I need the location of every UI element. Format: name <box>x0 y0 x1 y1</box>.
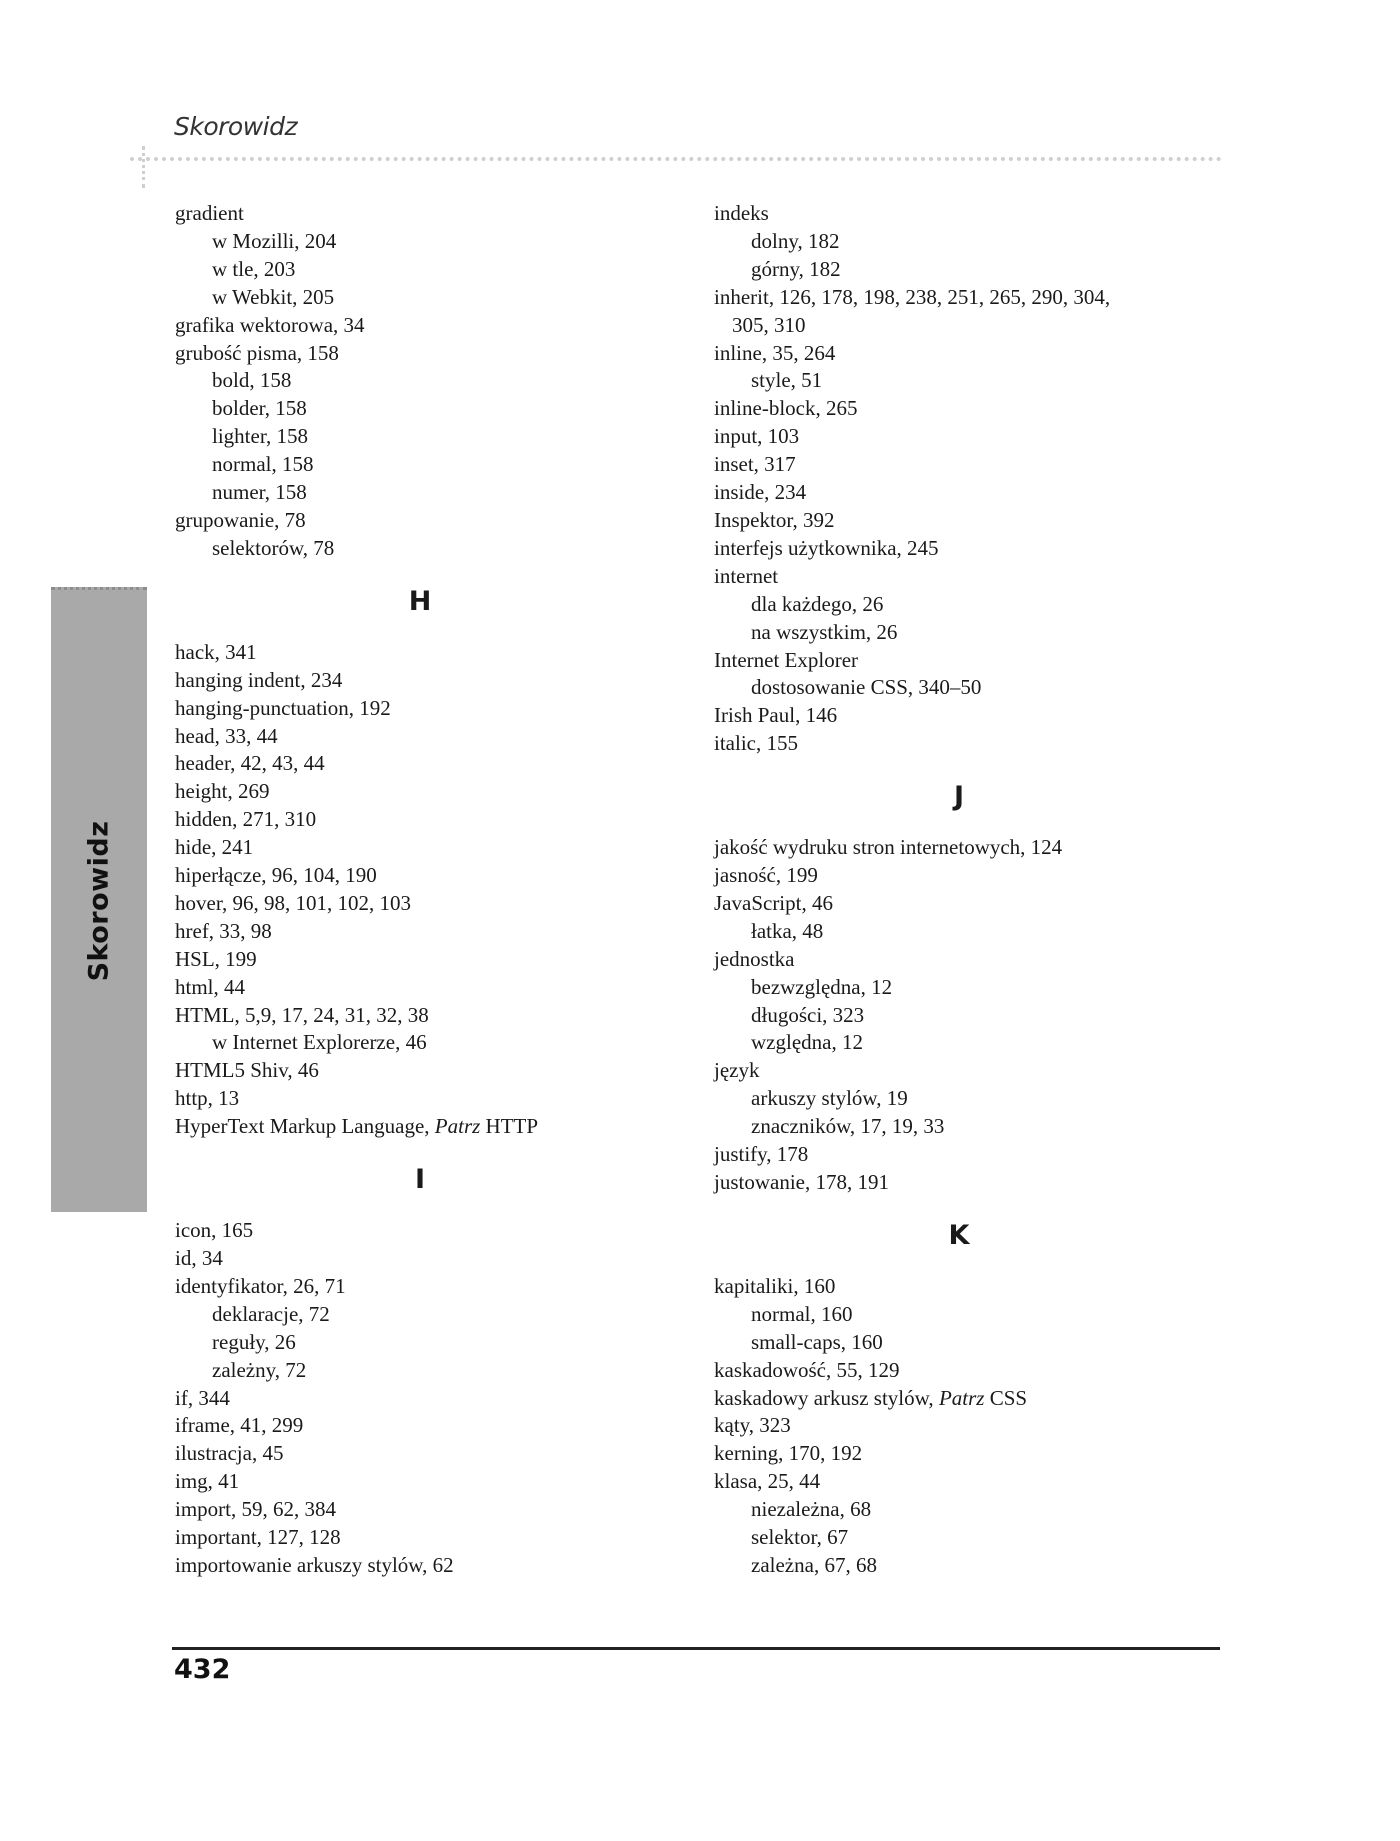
index-entry-text: head, 33, 44 <box>175 723 278 748</box>
index-entry <box>175 834 695 862</box>
index-entry <box>714 312 1234 340</box>
index-subentry <box>175 256 695 284</box>
index-entry <box>714 479 1234 507</box>
index-subentry <box>175 367 695 395</box>
index-entry-text: długości, 323 <box>751 1002 865 1027</box>
index-subentry <box>175 451 695 479</box>
index-entry <box>714 1440 1234 1468</box>
index-entry <box>175 1273 695 1301</box>
index-entry-text: import, 59, 62, 384 <box>175 1497 336 1522</box>
index-entry-text: kąty, 323 <box>714 1413 791 1438</box>
index-entry <box>175 946 695 974</box>
index-entry <box>175 750 695 778</box>
index-entry <box>714 1357 1234 1385</box>
index-entry-text: HSL, 199 <box>175 946 257 971</box>
cross-reference-target: HTTP <box>480 1114 539 1139</box>
index-entry <box>714 946 1234 974</box>
index-subentry <box>175 535 695 563</box>
index-entry <box>175 806 695 834</box>
index-subentry <box>714 1085 1234 1113</box>
index-entry-text: inline, 35, 264 <box>714 340 836 365</box>
index-entry-text: bolder, 158 <box>212 396 307 421</box>
index-entry-text: small-caps, 160 <box>751 1329 883 1354</box>
index-entry-text: indeks <box>714 201 769 225</box>
index-entry <box>175 1496 695 1524</box>
index-entry-text: justify, 178 <box>714 1142 809 1167</box>
index-subentry <box>714 1552 1234 1580</box>
index-entry-text: header, 42, 43, 44 <box>175 751 325 776</box>
index-subentry <box>175 395 695 423</box>
index-subentry <box>714 591 1234 619</box>
index-entry <box>175 862 695 890</box>
index-entry <box>175 1468 695 1496</box>
index-section-letter: K <box>948 1219 970 1251</box>
index-entry <box>175 340 695 368</box>
index-entry-text: język <box>714 1058 760 1083</box>
index-entry-text: hide, 241 <box>175 835 254 860</box>
index-entry-text: kerning, 170, 192 <box>714 1441 863 1466</box>
index-entry <box>175 723 695 751</box>
index-entry-text: w Mozilli, 204 <box>212 228 337 253</box>
index-entry <box>714 1057 1234 1085</box>
index-entry <box>175 1552 695 1580</box>
index-entry <box>175 1113 695 1141</box>
index-entry <box>714 1468 1234 1496</box>
index-entry-text: internet <box>714 563 779 588</box>
index-entry <box>175 1217 695 1245</box>
index-entry-text: niezależna, 68 <box>751 1497 872 1522</box>
index-entry <box>175 918 695 946</box>
index-entry <box>175 639 695 667</box>
index-entry-text: height, 269 <box>175 779 270 804</box>
index-entry-text: na wszystkim, 26 <box>751 619 898 644</box>
index-entry-text: style, 51 <box>751 368 823 393</box>
index-entry <box>714 647 1234 675</box>
index-entry-text: normal, 160 <box>751 1301 853 1326</box>
index-entry-text: dolny, 182 <box>751 228 840 253</box>
index-entry-text: numer, 158 <box>212 480 307 505</box>
index-entry-text: hack, 341 <box>175 639 257 664</box>
index-entry <box>175 1524 695 1552</box>
index-entry <box>714 563 1234 591</box>
index-entry-text: inside, 234 <box>714 480 807 505</box>
index-column-left <box>175 200 695 1580</box>
index-entry <box>175 1002 695 1030</box>
index-entry <box>714 284 1234 312</box>
index-entry <box>175 1085 695 1113</box>
index-entry-text: arkuszy stylów, 19 <box>751 1086 908 1111</box>
index-entry-text: input, 103 <box>714 424 800 449</box>
index-entry <box>714 702 1234 730</box>
index-entry-text: ilustracja, 45 <box>175 1441 284 1466</box>
index-subentry <box>714 1301 1234 1329</box>
index-entry-text: iframe, 41, 299 <box>175 1413 304 1438</box>
index-entry-text: inset, 317 <box>714 452 796 477</box>
index-entry-text: id, 34 <box>175 1246 223 1270</box>
index-entry <box>714 834 1234 862</box>
index-subentry <box>175 1357 695 1385</box>
index-entry <box>714 1412 1234 1440</box>
index-entry-text: hanging-punctuation, 192 <box>175 695 391 720</box>
index-entry-text: if, 344 <box>175 1385 230 1410</box>
index-entry-text: kaskadowy arkusz stylów, <box>714 1385 939 1410</box>
index-entry <box>175 974 695 1002</box>
page-number: 432 <box>174 1654 231 1685</box>
index-entry-text: grupowanie, 78 <box>175 507 306 532</box>
index-entry-text: img, 41 <box>175 1469 240 1494</box>
index-entry-text: kaskadowość, 55, 129 <box>714 1357 900 1382</box>
index-entry-text: Internet Explorer <box>714 647 859 672</box>
index-subentry <box>714 367 1234 395</box>
index-entry-text: HTML5 Shiv, 46 <box>175 1058 319 1083</box>
index-entry <box>175 200 695 228</box>
index-entry-text: kapitaliki, 160 <box>714 1273 836 1298</box>
index-section-letter: H <box>408 585 432 617</box>
index-entry-text: hidden, 271, 310 <box>175 807 317 832</box>
index-entry-text: selektor, 67 <box>751 1525 849 1550</box>
index-entry <box>175 890 695 918</box>
index-entry-text: jednostka <box>714 946 795 971</box>
index-entry-text: bold, 158 <box>212 368 292 393</box>
cross-reference-label: Patrz <box>938 1385 985 1410</box>
index-entry <box>714 1385 1234 1413</box>
index-entry-text: hanging indent, 234 <box>175 667 343 692</box>
index-entry-text: 305, 310 <box>732 312 806 337</box>
index-entry-text: dostosowanie CSS, 340–50 <box>751 675 982 700</box>
index-subentry <box>714 1524 1234 1552</box>
index-entry <box>714 890 1234 918</box>
index-entry-text: górny, 182 <box>751 256 841 281</box>
index-subentry <box>175 228 695 256</box>
index-entry-text: w tle, 203 <box>212 256 296 281</box>
index-entry <box>175 1057 695 1085</box>
index-entry-text: interfejs użytkownika, 245 <box>714 535 939 560</box>
index-entry <box>714 1169 1234 1197</box>
index-entry-text: dla każdego, 26 <box>751 591 884 616</box>
index-entry <box>714 1141 1234 1169</box>
index-entry-text: italic, 155 <box>714 731 798 756</box>
index-subentry <box>714 228 1234 256</box>
index-entry-text: identyfikator, 26, 71 <box>175 1273 346 1298</box>
index-subentry <box>714 1496 1234 1524</box>
running-head: Skorowidz <box>174 112 298 141</box>
index-entry-text: reguły, 26 <box>212 1329 296 1354</box>
index-subentry <box>714 1002 1234 1030</box>
index-entry <box>714 451 1234 479</box>
index-entry <box>175 1385 695 1413</box>
cross-reference-label: Patrz <box>434 1114 481 1139</box>
cross-reference-target: CSS <box>984 1385 1028 1410</box>
index-entry-text: klasa, 25, 44 <box>714 1469 821 1494</box>
index-entry-text: html, 44 <box>175 974 246 999</box>
index-entry-text: względna, 12 <box>751 1030 863 1055</box>
index-entry-text: jasność, 199 <box>714 863 818 888</box>
index-entry <box>714 535 1234 563</box>
index-subentry <box>175 1329 695 1357</box>
index-entry <box>714 507 1234 535</box>
index-entry-text: inherit, 126, 178, 198, 238, 251, 265, 290, 304, <box>714 284 1111 309</box>
index-entry <box>714 395 1234 423</box>
index-entry <box>175 1245 695 1273</box>
index-subentry <box>175 1029 695 1057</box>
index-subentry <box>714 674 1234 702</box>
index-entry-text: gradient <box>175 201 244 225</box>
index-section-letter: I <box>414 1164 426 1196</box>
index-entry-text: JavaScript, 46 <box>714 890 833 915</box>
index-entry-text: HTML, 5,9, 17, 24, 31, 32, 38 <box>175 1002 429 1027</box>
index-entry <box>175 778 695 806</box>
index-entry-text: importowanie arkuszy stylów, 62 <box>175 1552 454 1577</box>
index-entry-text: inline-block, 265 <box>714 396 858 421</box>
side-tab-label: Skorowidz <box>83 820 115 982</box>
index-entry-text: deklaracje, 72 <box>212 1301 330 1326</box>
index-entry-text: bezwzględna, 12 <box>751 974 893 999</box>
index-entry-text: justowanie, 178, 191 <box>714 1170 889 1194</box>
index-entry <box>714 340 1234 368</box>
header-dotted-rule <box>130 157 1222 161</box>
index-subentry <box>714 918 1234 946</box>
index-entry <box>175 667 695 695</box>
index-entry <box>714 200 1234 228</box>
index-entry <box>714 862 1234 890</box>
footer-rule <box>172 1647 1220 1650</box>
index-entry-text: Inspektor, 392 <box>714 507 835 532</box>
index-entry-text: zależny, 72 <box>212 1357 307 1382</box>
index-entry-text: znaczników, 17, 19, 33 <box>751 1114 945 1139</box>
index-entry-text: w Webkit, 205 <box>212 284 335 309</box>
index-subentry <box>714 1113 1234 1141</box>
index-entry-text: http, 13 <box>175 1086 240 1111</box>
index-subentry <box>175 284 695 312</box>
index-subentry <box>175 1301 695 1329</box>
index-entry-text: important, 127, 128 <box>175 1525 341 1550</box>
index-entry-text: zależna, 67, 68 <box>751 1552 877 1577</box>
index-subentry <box>714 619 1234 647</box>
index-section-letter: J <box>953 781 965 813</box>
index-entry-text: href, 33, 98 <box>175 918 272 943</box>
index-entry-text: normal, 158 <box>212 452 314 477</box>
index-entry-text: lighter, 158 <box>212 424 308 449</box>
index-entry-text: hover, 96, 98, 101, 102, 103 <box>175 890 411 915</box>
index-subentry <box>714 1329 1234 1357</box>
header-corner-ornament <box>142 146 157 188</box>
index-entry <box>714 730 1234 758</box>
index-entry <box>175 1412 695 1440</box>
index-entry-text: w Internet Explorerze, 46 <box>212 1030 427 1055</box>
index-entry-text: grubość pisma, 158 <box>175 340 339 365</box>
index-entry <box>714 1273 1234 1301</box>
index-entry-text: HyperText Markup Language, <box>175 1114 435 1139</box>
index-entry <box>175 312 695 340</box>
index-entry <box>175 507 695 535</box>
index-subentry <box>714 1029 1234 1057</box>
index-entry <box>175 1440 695 1468</box>
index-entry-text: hiperłącze, 96, 104, 190 <box>175 863 377 888</box>
index-entry-text: jakość wydruku stron internetowych, 124 <box>714 835 1063 860</box>
index-entry <box>175 695 695 723</box>
index-entry-text: grafika wektorowa, 34 <box>175 312 365 337</box>
index-entry-text: łatka, 48 <box>751 918 824 943</box>
index-column-right <box>714 200 1234 1580</box>
index-entry <box>714 423 1234 451</box>
index-entry-text: icon, 165 <box>175 1218 254 1243</box>
index-subentry <box>714 974 1234 1002</box>
index-entry-text: Irish Paul, 146 <box>714 703 838 728</box>
index-subentry <box>175 479 695 507</box>
index-subentry <box>714 256 1234 284</box>
index-subentry <box>175 423 695 451</box>
side-thumb-tab <box>51 587 147 1212</box>
index-entry-text: selektorów, 78 <box>212 535 335 560</box>
